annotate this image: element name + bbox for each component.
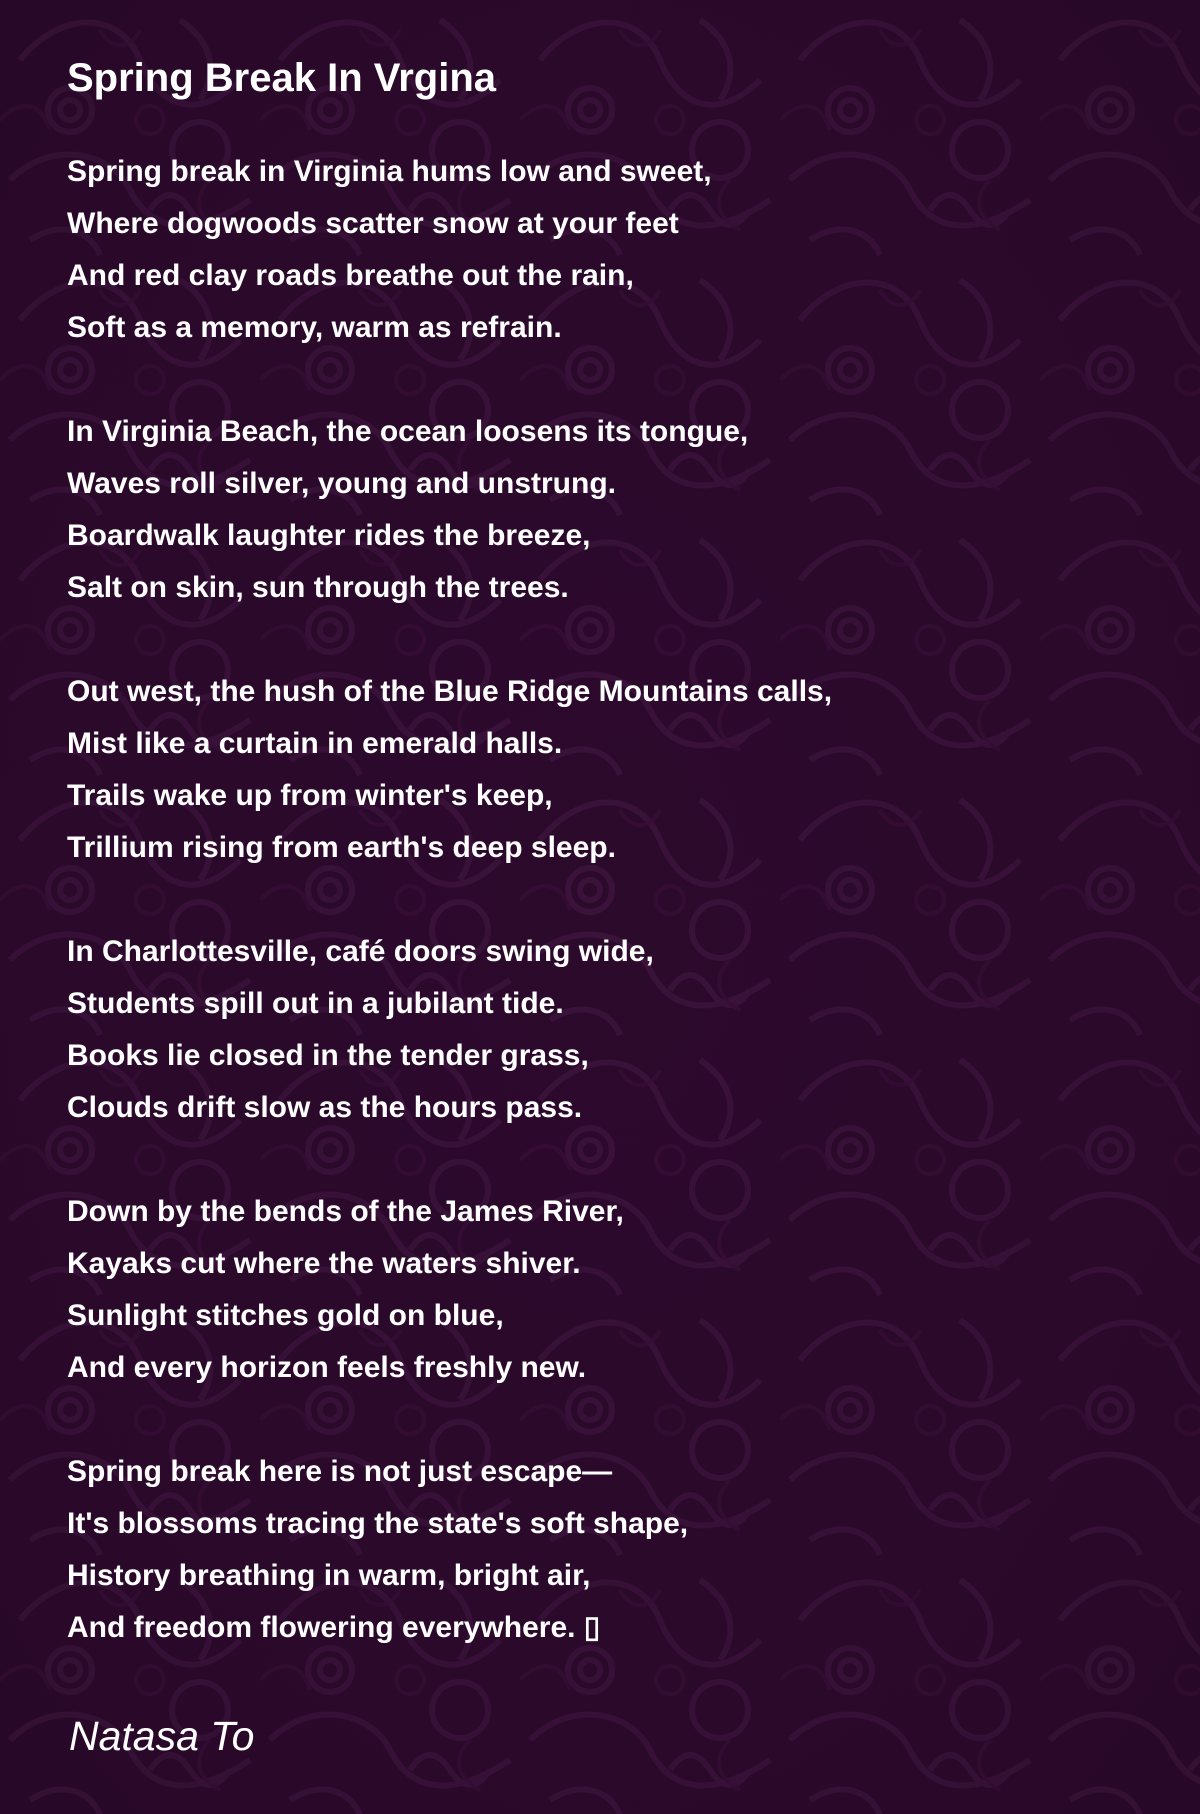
poem-line: In Charlottesville, café doors swing wide,	[67, 935, 654, 968]
poem-line: Soft as a memory, warm as refrain.	[67, 311, 562, 344]
poem-line: Waves roll silver, young and unstrung.	[67, 467, 616, 500]
poem-line: Boardwalk laughter rides the breeze,	[67, 519, 591, 552]
poem-line: Trillium rising from earth's deep sleep.	[67, 831, 616, 864]
poem-line: Students spill out in a jubilant tide.	[67, 987, 564, 1020]
author-name: Natasa To	[69, 1713, 255, 1759]
poem-line: It's blossoms tracing the state's soft shape,	[67, 1507, 689, 1540]
stanza-1	[67, 146, 1147, 354]
poem-line: Books lie closed in the tender grass,	[67, 1039, 589, 1072]
poem-container	[67, 48, 1147, 1706]
poem-title: Spring Break In Vrgina	[67, 56, 497, 100]
poem-line: Clouds drift slow as the hours pass.	[67, 1091, 583, 1124]
stanza-5	[67, 1186, 1147, 1394]
poem-line: Kayaks cut where the waters shiver.	[67, 1247, 581, 1280]
poem-line: Spring break here is not just escape—	[67, 1455, 613, 1488]
poem-line: Sunlight stitches gold on blue,	[67, 1299, 504, 1332]
poem-line: History breathing in warm, bright air,	[67, 1559, 591, 1592]
poem-line: Spring break in Virginia hums low and sweet,	[67, 155, 712, 188]
poem-line: And freedom flowering everywhere. ▯	[67, 1611, 601, 1644]
stanza-4	[67, 926, 1147, 1134]
stanza-6	[67, 1446, 1147, 1654]
poem-line: Down by the bends of the James River,	[67, 1195, 624, 1228]
poem-line: And every horizon feels freshly new.	[67, 1351, 587, 1384]
stanza-2	[67, 406, 1147, 614]
stanza-3	[67, 666, 1147, 874]
poem-line: Where dogwoods scatter snow at your feet	[67, 207, 679, 240]
poem-line: Salt on skin, sun through the trees.	[67, 571, 569, 604]
poem-line: In Virginia Beach, the ocean loosens its tongue,	[67, 415, 749, 448]
poem-line: Mist like a curtain in emerald halls.	[67, 727, 563, 760]
poem-line: Trails wake up from winter's keep,	[67, 779, 553, 812]
poem-line: And red clay roads breathe out the rain,	[67, 259, 634, 292]
poem-line: Out west, the hush of the Blue Ridge Mountains calls,	[67, 675, 833, 708]
